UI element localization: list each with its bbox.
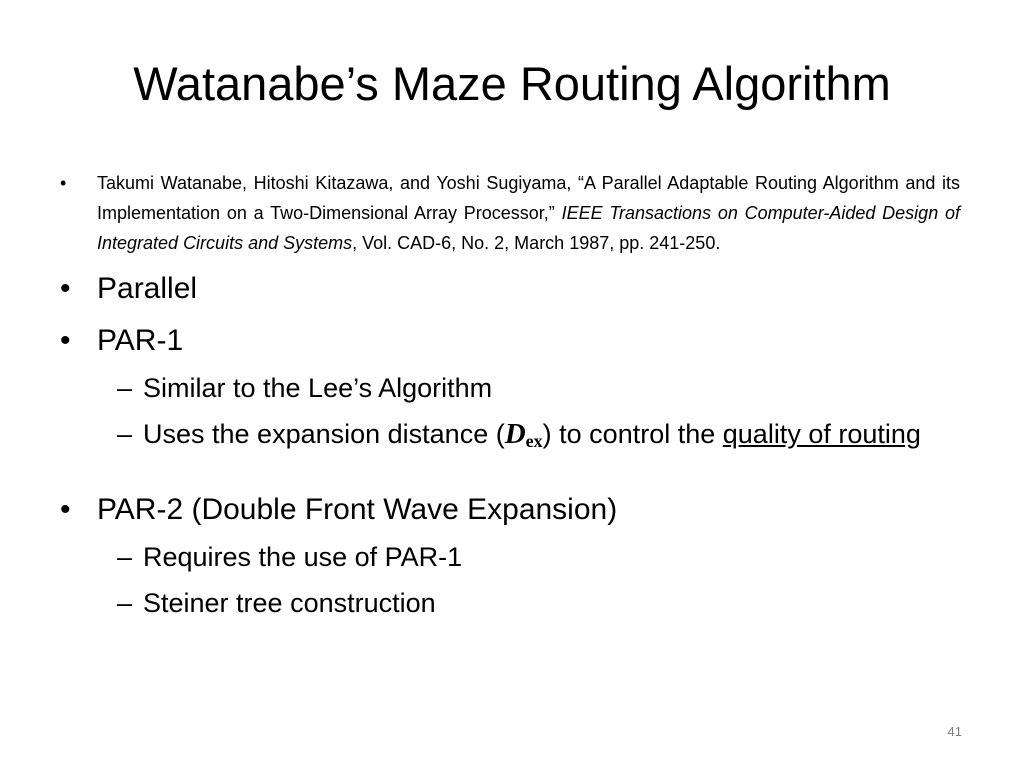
citation-authors: Takumi Watanabe, Hitoshi Kitazawa, and Yoshi Sugiyama, “A Parallel Adaptable Routing Algorithm and its Implementation on a Two-Dimensional Array Processor,” — [97, 173, 960, 223]
slide-content — [60, 168, 960, 623]
sub-bullet-requires-par1 — [60, 537, 960, 577]
bullet-parallel — [60, 268, 960, 310]
symbol-subscript: ex — [525, 431, 543, 451]
bullet-par2 — [60, 489, 960, 531]
sub-bullet-text-middle: ) to control the — [542, 419, 723, 449]
sub-bullet-text: Steiner tree construction — [143, 588, 436, 618]
bullet-marker: • — [60, 173, 67, 193]
reference-citation — [60, 168, 960, 258]
symbol-dex — [505, 419, 543, 449]
bullet-marker: • — [60, 324, 71, 357]
underlined-quality-of-routing: quality of routing — [722, 419, 921, 449]
symbol-main: D — [504, 418, 526, 450]
bullet-text: PAR-1 — [97, 324, 184, 357]
bullet-par1 — [60, 320, 960, 362]
sub-bullet-steiner-tree — [60, 583, 960, 623]
slide-title: Watanabe’s Maze Routing Algorithm — [133, 57, 891, 110]
dash-marker: – — [117, 419, 133, 449]
sub-bullet-text-prefix: Uses the expansion distance ( — [143, 419, 505, 449]
bullet-text: Parallel — [97, 272, 198, 305]
page-number: 41 — [947, 724, 962, 739]
sub-bullet-expansion-distance — [60, 414, 960, 461]
sub-bullet-text: Similar to the Lee’s Algorithm — [143, 373, 493, 403]
sub-bullet-text: Requires the use of PAR-1 — [143, 542, 463, 572]
citation-journal: IEEE Transactions on Computer-Aided Design of Integrated Circuits and Systems — [97, 203, 960, 253]
dash-marker: – — [117, 542, 133, 572]
citation-details: , Vol. CAD-6, No. 2, March 1987, pp. 241-250. — [352, 233, 721, 253]
sub-bullet-similar-lee — [60, 368, 960, 408]
dash-marker: – — [117, 373, 133, 403]
bullet-marker: • — [60, 272, 71, 305]
bullet-marker: • — [60, 493, 71, 526]
dash-marker: – — [117, 588, 133, 618]
bullet-text: PAR-2 (Double Front Wave Expansion) — [97, 493, 618, 526]
